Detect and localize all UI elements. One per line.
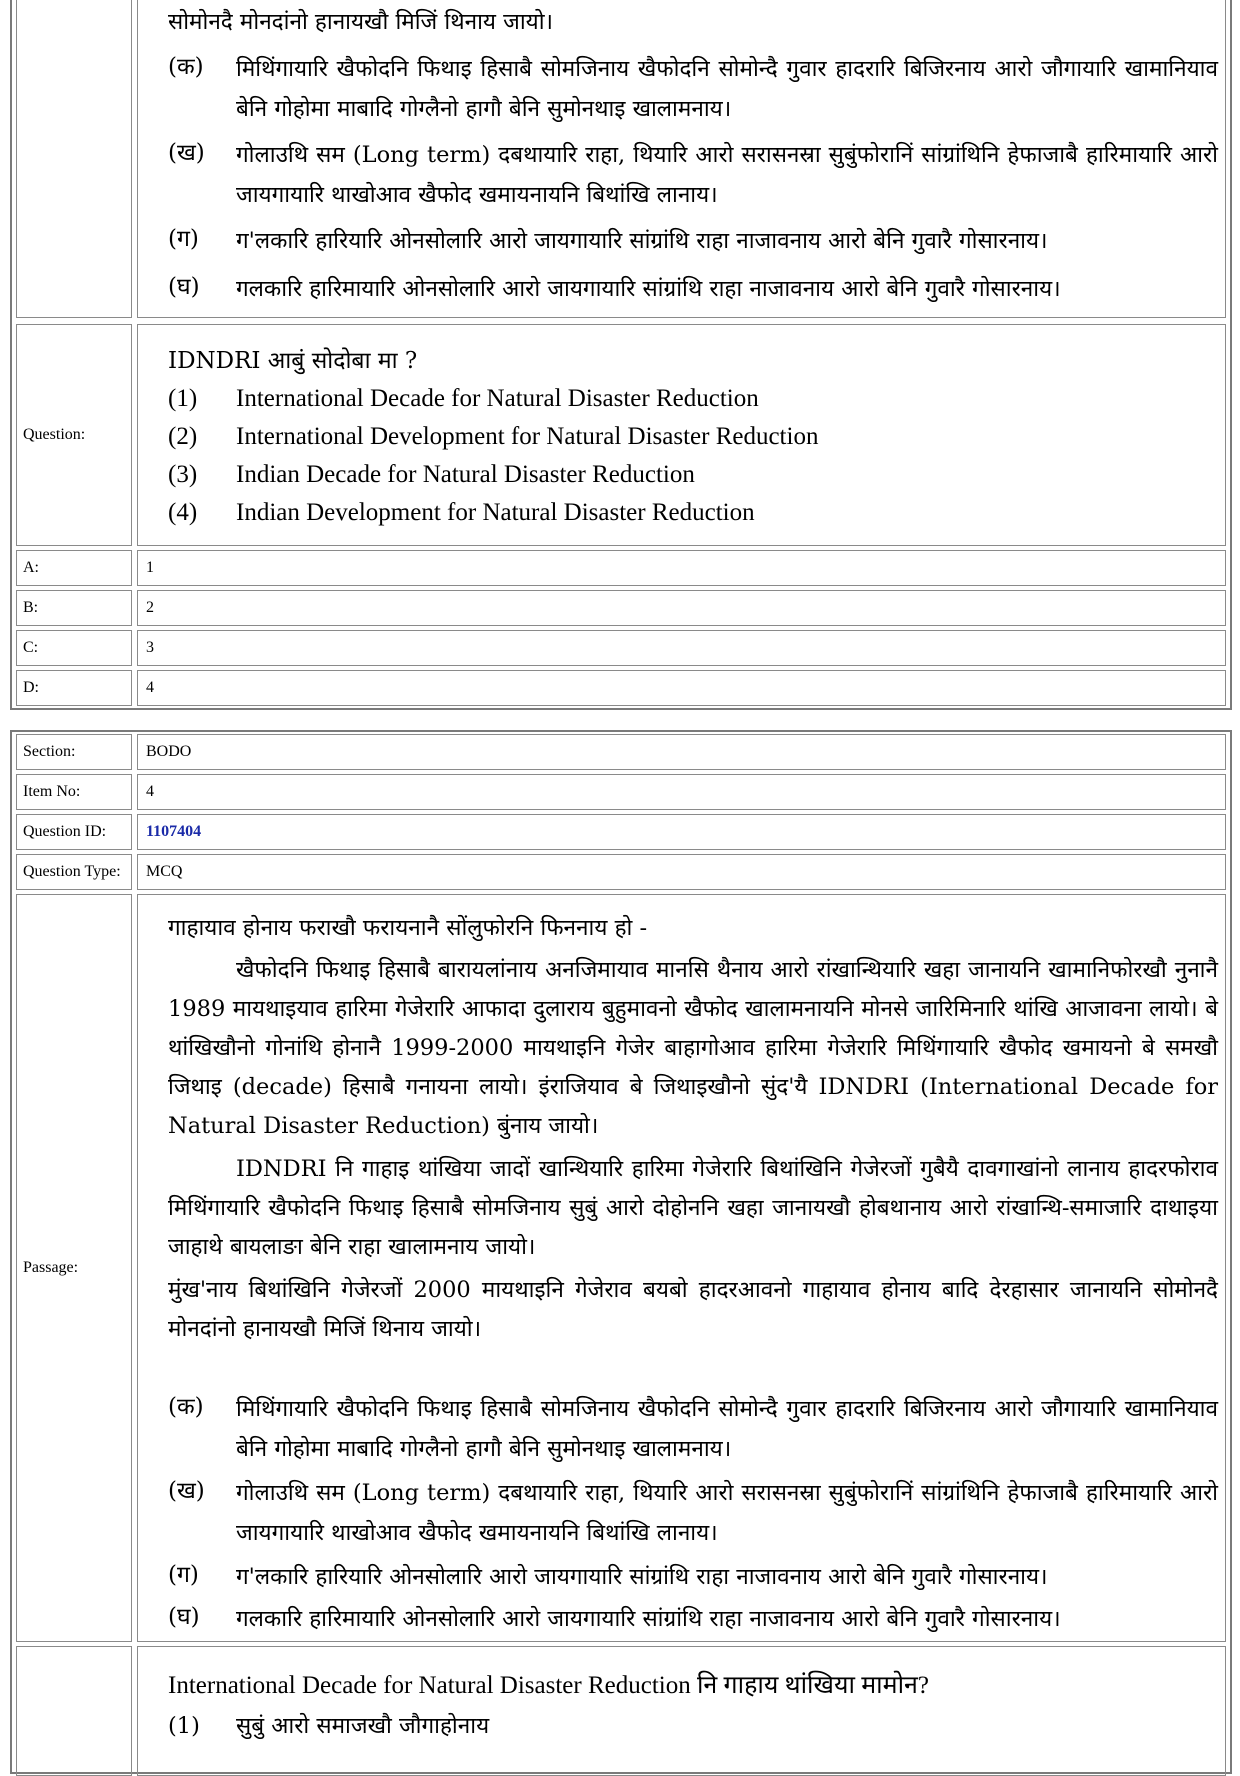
item-no-row: [16, 774, 1226, 810]
item-no-value: 4: [137, 774, 1226, 810]
passage-paragraph-2: IDNDRI नि गाहाइ थांखिया जादों खान्थियारि हारिमा गेजेरारि बिथांखिनि गेजेरजों गुबैयै दावगाखांनो लानाय हादरफोराव मिथिंगायारि खैफोदनि फिथाइ हिसाबै सोमजिनाय सुबुं आरो दोहोननि खहा जानायखौ होबथानाय आरो रांखान्थि-समाजारि दाथाइया जाहाथे बायलाङा बेनि राहा खालामनाय जायो।: [168, 1156, 1218, 1260]
answer-value: 4: [137, 670, 1226, 706]
answer-row-d: [16, 670, 1226, 706]
option-text: International Development for Natural Disaster Reduction: [236, 423, 819, 450]
question-cell: [137, 1646, 1226, 1776]
passage-paragraph-3: मुंख'नाय बिथांखिनि गेजेरजों 2000 मायथाइनि गेजेराव बयबो हादरआवनो गाहायाव होनाय बादि देरहासार जानायनि सोमोनदै मोनदांनो हानायखौ मिजिं थिनाय जायो।: [168, 1277, 1218, 1342]
answer-value: 2: [137, 590, 1226, 626]
item-no-label: Item No:: [16, 774, 132, 810]
question-table-4: [10, 730, 1232, 1774]
section-value: BODO: [137, 734, 1226, 770]
answer-row-c: [16, 630, 1226, 666]
passage-tail: सोमोनदै मोनदांनो हानायखौ मिजिं थिनाय जायो।: [168, 9, 554, 35]
section-row: [16, 734, 1226, 770]
item-text: मिथिंगायारि खैफोदनि फिथाइ हिसाबै सोमजिनाय खैफोदनि सोमोन्दै गुवार हादरारि बिजिरनाय आरो जौगायारि खामानियाव बेनि गोहोमा माबादि गोग्लैनो हागौ बेनि सुमोनथाइ खालामनाय।: [236, 56, 1218, 122]
item-marker: (क): [168, 1394, 204, 1420]
option-number: (1): [168, 385, 198, 412]
item-text: गलकारि हारिमायारि ओनसोलारि आरो जायगायारि सांग्रांथि राहा नाजावनाय आरो बेनि गुवारै गोसारनाय।: [236, 276, 1061, 302]
item-text: गोलाउथि सम (Long term) दबथायारि राहा, थियारि आरो सरासनस्रा सुबुंफोरानिं सांग्रांथिनि हेफाजाबै हारिमायारि आरो जायगायारि थाखोआव खैफोद खमायनायनि बिथांखि लानाय।: [236, 1480, 1218, 1546]
option: [168, 385, 759, 413]
question-id-value: 1107404: [146, 823, 202, 840]
option: [168, 461, 695, 489]
answer-row-a: [16, 550, 1226, 586]
item-text: मिथिंगायारि खैफोदनि फिथाइ हिसाबै सोमजिनाय खैफोदनि सोमोन्दै गुवार हादरारि बिजिरनाय आरो जौगायारि खामानियाव बेनि गोहोमा माबादि गोग्लैनो हागौ बेनि सुमोनथाइ खालामनाय।: [236, 1396, 1218, 1462]
option-number: (3): [168, 461, 198, 488]
question-row: [16, 1646, 1226, 1776]
passage-label: Passage:: [16, 894, 132, 1642]
item-marker: (ख): [168, 1478, 205, 1504]
item-text: ग'लकारि हारियारि ओनसोलारि आरो जायगायारि सांग्रांथि राहा नाजावनाय आरो बेनि गुवारै गोसारनाय।: [236, 228, 1048, 254]
passage-intro: गाहायाव होनाय फराखौ फरायनानै सोंलुफोरनि फिननाय हो -: [168, 915, 648, 941]
item-marker: (क): [168, 54, 204, 80]
option: [168, 499, 755, 527]
question-id-label: Question ID:: [16, 814, 132, 850]
passage-body: [168, 951, 1218, 1349]
option-number: (2): [168, 423, 198, 450]
answer-label: C:: [16, 630, 132, 666]
passage-row: [16, 0, 1226, 318]
passage-cell: [137, 894, 1226, 1642]
passage-paragraph-1: खैफोदनि फिथाइ हिसाबै बारायलांनाय अनजिमायाव मानसि थैनाय आरो रांखान्थियारि खहा जानायनि खामानिफोरखौ नुनानै 1989 मायथाइयाव हारिमा गेजेरारि आफादा दुलाराय बुहुमावनो खैफोद खालामनायनि मोनसे जारिमिनारि थांखि आजावना लायो। बे थांखिखौनो गोनांथि होनानै 1999-2000 मायथाइनि गेजेर बाहागोआव हारिमा गेजेरारि मिथिंगायारि खैफोद खमायनो बे समखौ जिथाइ (decade) हिसाबै गनायना लायो। इंराजियाव बे जिथाइखौनो सुंद'यै IDNDRI (International Decade for Natural Disaster Reduction) बुंनाय जायो।: [168, 957, 1218, 1139]
item-marker: (ख): [168, 140, 205, 166]
option-text: International Decade for Natural Disaster Reduction: [236, 385, 759, 412]
item-text: गलकारि हारिमायारि ओनसोलारि आरो जायगायारि सांग्रांथि राहा नाजावनाय आरो बेनि गुवारै गोसारनाय।: [236, 1606, 1061, 1632]
passage-cell: [137, 0, 1226, 318]
option-number: (1): [168, 1713, 200, 1739]
item-marker: (घ): [168, 1604, 200, 1630]
question-table-3: [10, 0, 1232, 710]
passage-label-cell: [16, 0, 132, 318]
option-text: सुबुं आरो समाजखौ जौगाहोनाय: [236, 1713, 490, 1739]
question-stem: International Decade for Natural Disaster Reduction नि गाहाय थांखिया मामोन?: [168, 1672, 930, 1699]
section-label: Section:: [16, 734, 132, 770]
question-label-cell: [16, 1646, 132, 1776]
question-id-row: [16, 814, 1226, 850]
item-text: गोलाउथि सम (Long term) दबथायारि राहा, थियारि आरो सरासनस्रा सुबुंफोरानिं सांग्रांथिनि हेफाजाबै हारिमायारि आरो जायगायारि थाखोआव खैफोद खमायनायनि बिथांखि लानाय।: [236, 142, 1218, 208]
item-marker: (ग): [168, 226, 199, 252]
answer-label: A:: [16, 550, 132, 586]
option-text: Indian Development for Natural Disaster Reduction: [236, 499, 755, 526]
option: [168, 1709, 489, 1740]
item-marker: (घ): [168, 274, 200, 300]
question-type-label: Question Type:: [16, 854, 132, 890]
item-text: ग'लकारि हारियारि ओनसोलारि आरो जायगायारि सांग्रांथि राहा नाजावनाय आरो बेनि गुवारै गोसारनाय।: [236, 1564, 1048, 1590]
option-text: Indian Decade for Natural Disaster Reduction: [236, 461, 695, 488]
question-cell: [137, 324, 1226, 546]
question-type-row: [16, 854, 1226, 890]
answer-value: 1: [137, 550, 1226, 586]
answer-value: 3: [137, 630, 1226, 666]
option: [168, 423, 818, 451]
question-type-value: MCQ: [137, 854, 1226, 890]
question-id-cell: [137, 814, 1226, 850]
answer-label: B:: [16, 590, 132, 626]
passage-row: [16, 894, 1226, 1642]
option-number: (4): [168, 499, 198, 526]
question-row: [16, 324, 1226, 546]
item-marker: (ग): [168, 1562, 199, 1588]
answer-label: D:: [16, 670, 132, 706]
answer-row-b: [16, 590, 1226, 626]
question-stem: IDNDRI आबुं सोदोबा मा ?: [168, 348, 418, 374]
question-label: Question:: [16, 324, 132, 546]
